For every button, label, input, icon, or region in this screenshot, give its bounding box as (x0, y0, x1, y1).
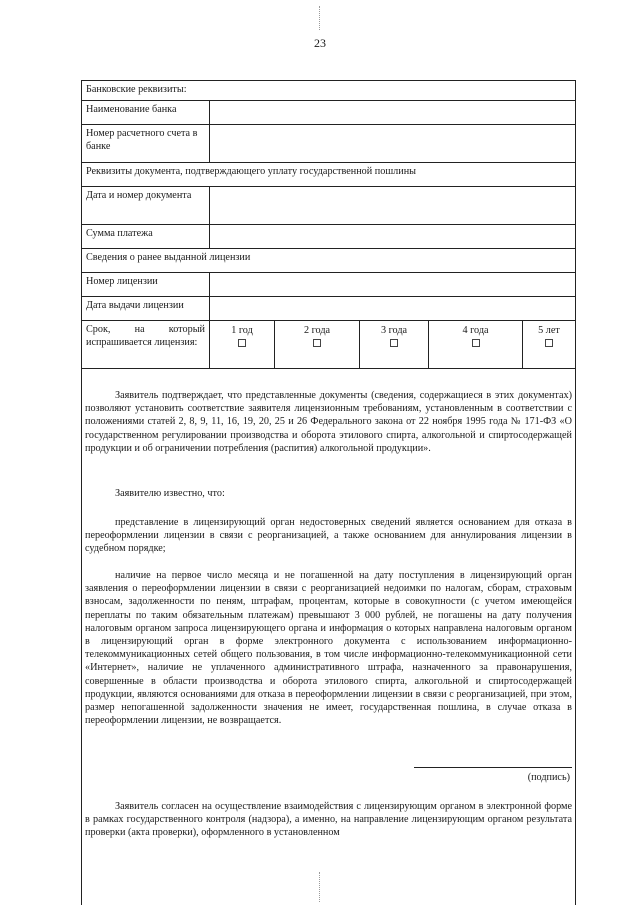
confirmation-paragraph: Заявитель подтверждает, что представленные документы (сведения, содержащиеся в этих документах) позволяют установить соответствие заявителя лицензионным требованиям, установленным в соответствии с положениями статей 2, 8, 9, 11, 16, 19, 20, 25 и 26 Федерального закона от 22 ноября 1995 года № 171-ФЗ «О государственном регулировании производства и оборота этилового спирта, алкогольной и спиртосодержащей продукции и об ограничении потребления (распития) алкогольной продукции». (85, 390, 572, 454)
false-info-paragraph: представление в лицензирующий орган недостоверных сведений является основанием для отказа в переоформлении лицензии в связи с реорганизацией, а также основанием для аннулирования лицензии в судебном порядке; (85, 517, 572, 555)
term-option-label: 5 лет (538, 325, 560, 336)
checkbox[interactable] (390, 339, 398, 347)
payment-amount-label: Сумма платежа (82, 225, 210, 249)
scan-crease-bottom (319, 872, 321, 902)
term-option-5-years[interactable] (523, 321, 576, 369)
application-details-table (81, 80, 576, 369)
license-number-label: Номер лицензии (82, 273, 210, 297)
checkbox[interactable] (313, 339, 321, 347)
license-date-label: Дата выдачи лицензии (82, 297, 210, 321)
previous-license-header: Сведения о ранее выданной лицензии (82, 249, 576, 273)
account-number-label: Номер расчетного счета в банке (82, 125, 210, 163)
tax-arrears-paragraph: наличие на первое число месяца и не погашенной на дату поступления в лицензирующий орган заявления о переоформлении лицензии в связи с реорганизацией недоимки по налогам, сборам, страховым взносам, задолженности по пеням, штрафам, процентам, которые в совокупности (с учетом имеющейся переплаты по таким обязательным платежам) превышают 3 000 рублей, не погашены на дату получения налоговым органом запроса лицензирующего органа и информация о которых направлена налоговым органом в лицензирующий орган в форме электронного документа с использованием информационно-телекоммуникационных сетей общего пользования, в том числе информационно-телекоммуникационной сети «Интернет», наличие не уплаченного административного штрафа, назначенного за правонарушения, совершенные в области производства и оборота этилового спирта, алкогольной и спиртосодержащей продукции, являются основаниями для отказа в переоформлении лицензии в связи с реорганизацией, при этом, размер непогашенной задолженности значения не имеет, государственная пошлина, в случае отказа в переоформлении лицензии, не возвращается. (85, 570, 572, 727)
bank-name-label: Наименование банка (82, 101, 210, 125)
term-option-label: 3 года (380, 325, 408, 336)
electronic-interaction-paragraph: Заявитель согласен на осуществление взаимодействия с лицензирующим органом в электронной форме в рамках государственного контроля (надзора), а именно, на направление лицензирующим органом результата проверки (акта проверки), оформленного в установленном (85, 801, 572, 839)
checkbox[interactable] (238, 339, 246, 347)
term-option-1-year[interactable] (210, 321, 275, 369)
checkbox[interactable] (472, 339, 480, 347)
scan-crease-top (319, 6, 321, 30)
term-option-label: 2 года (303, 325, 331, 336)
license-number-value[interactable] (210, 273, 576, 297)
payment-amount-value[interactable] (210, 225, 576, 249)
signature-label: (подпись) (527, 772, 570, 783)
term-option-3-years[interactable] (360, 321, 429, 369)
document-date-label: Дата и номер документа (82, 187, 210, 225)
signature-line[interactable] (414, 767, 572, 768)
license-date-value[interactable] (210, 297, 576, 321)
term-option-4-years[interactable] (429, 321, 523, 369)
document-date-value[interactable] (210, 187, 576, 225)
term-option-label: 1 год (231, 325, 253, 336)
license-term-label: Срок, на который испрашивается лицензия: (82, 321, 210, 369)
bank-details-header: Банковские реквизиты: (82, 81, 576, 101)
applicant-aware-paragraph: Заявителю известно, что: (115, 488, 225, 499)
term-option-2-years[interactable] (275, 321, 360, 369)
bank-name-value[interactable] (210, 101, 576, 125)
page-number: 23 (314, 36, 326, 50)
checkbox[interactable] (545, 339, 553, 347)
fee-document-header: Реквизиты документа, подтверждающего уплату государственной пошлины (82, 163, 576, 187)
account-number-value[interactable] (210, 125, 576, 163)
term-option-label: 4 года (462, 325, 489, 336)
